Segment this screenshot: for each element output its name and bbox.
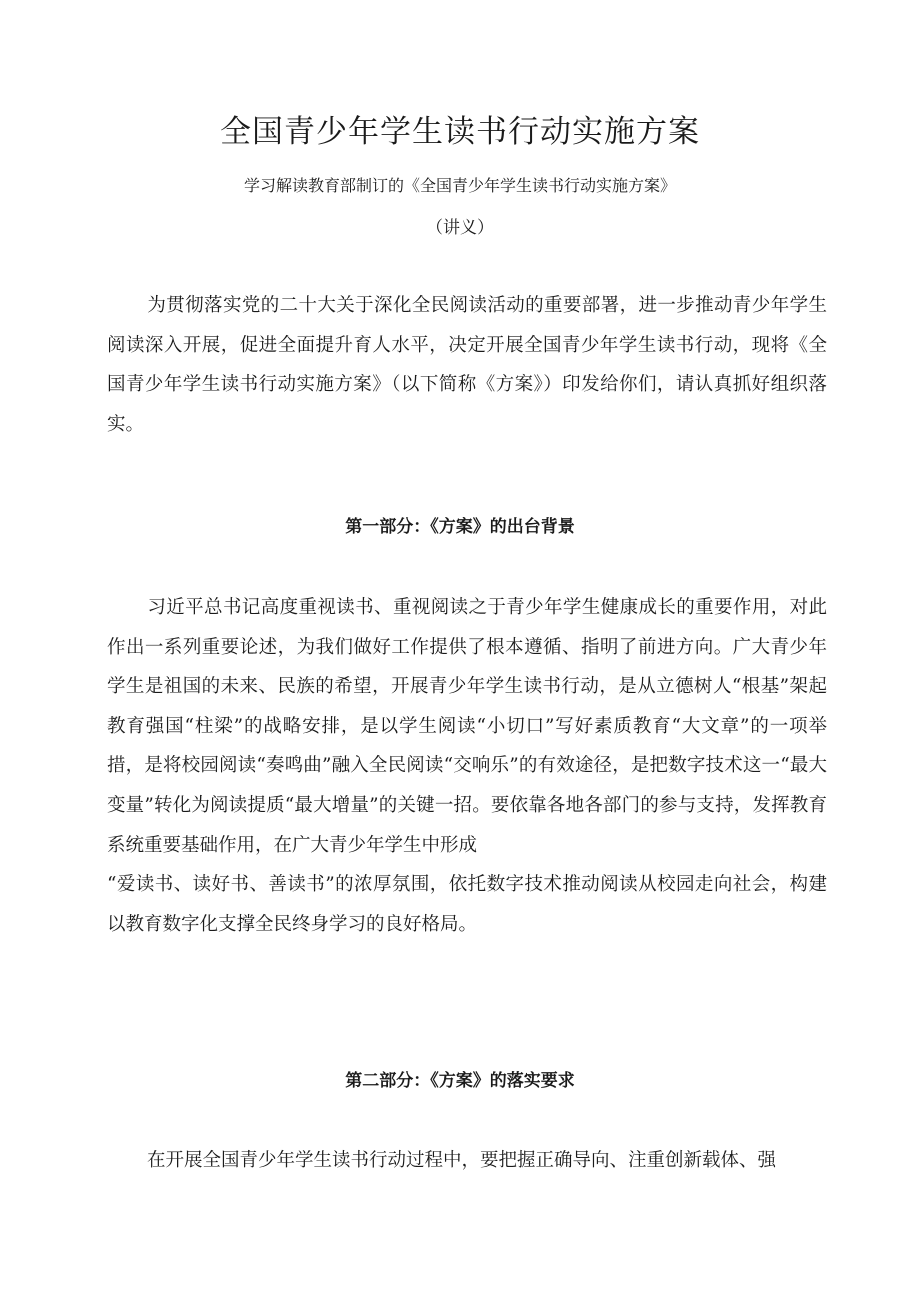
section-requirements-text: 在开展全国青少年学生读书行动过程中，要把握正确导向、注重创新载体、强 (147, 1150, 777, 1171)
section-background-paragraph-continued: “爱读书、读好书、善读书”的浓厚氛围，依托数字技术推动阅读从校园走向社会，构建以教育数字化支撑全民终身学习的良好格局。 (107, 874, 827, 935)
document-subtitle-note: （讲义） (426, 218, 494, 238)
section-requirements-paragraph (107, 1141, 827, 1181)
document-subtitle: 学习解读教育部制订的《全国青少年学生读书行动实施方案》 (243, 176, 676, 195)
intro-paragraph (107, 286, 827, 444)
section-heading-requirements: 第二部分：《方案》的落实要求 (345, 1071, 575, 1091)
section-background-paragraph (107, 588, 827, 865)
intro-text: 为贯彻落实党的二十大关于深化全民阅读活动的重要部署，进一步推动青少年学生阅读深入开展，促进全面提升育人水平，决定开展全国青少年学生读书行动，现将《全国青少年学生读书行动实施方案》（以下简称《方案》）印发给你们，请认真抓好组织落实。 (107, 295, 827, 435)
document-title: 全国青少年学生读书行动实施方案 (220, 114, 700, 150)
section-background-body (107, 588, 827, 944)
section-heading-background: 第一部分：《方案》的出台背景 (345, 517, 575, 537)
section-background-text-a: 习近平总书记高度重视读书、重视阅读之于青少年学生健康成长的重要作用，对此作出一系列重要论述，为我们做好工作提供了根本遵循、指明了前进方向。广大青少年学生是祖国的未来、民族的希望，开展青少年学生读书行动，是从立德树人“根基”架起教育强国“柱梁”的战略安排，是以学生阅读“小切口”写好素质教育“大文章”的一项举措，是将校园阅读“奏鸣曲”融入全民阅读“交响乐”的有效途径，是把数字技术这一“最大变量”转化为阅读提质“最大增量”的关键一招。要依靠各地各部门的参与支持，发挥教育系统重要基础作用，在广大青少年学生中形成 (107, 597, 827, 856)
